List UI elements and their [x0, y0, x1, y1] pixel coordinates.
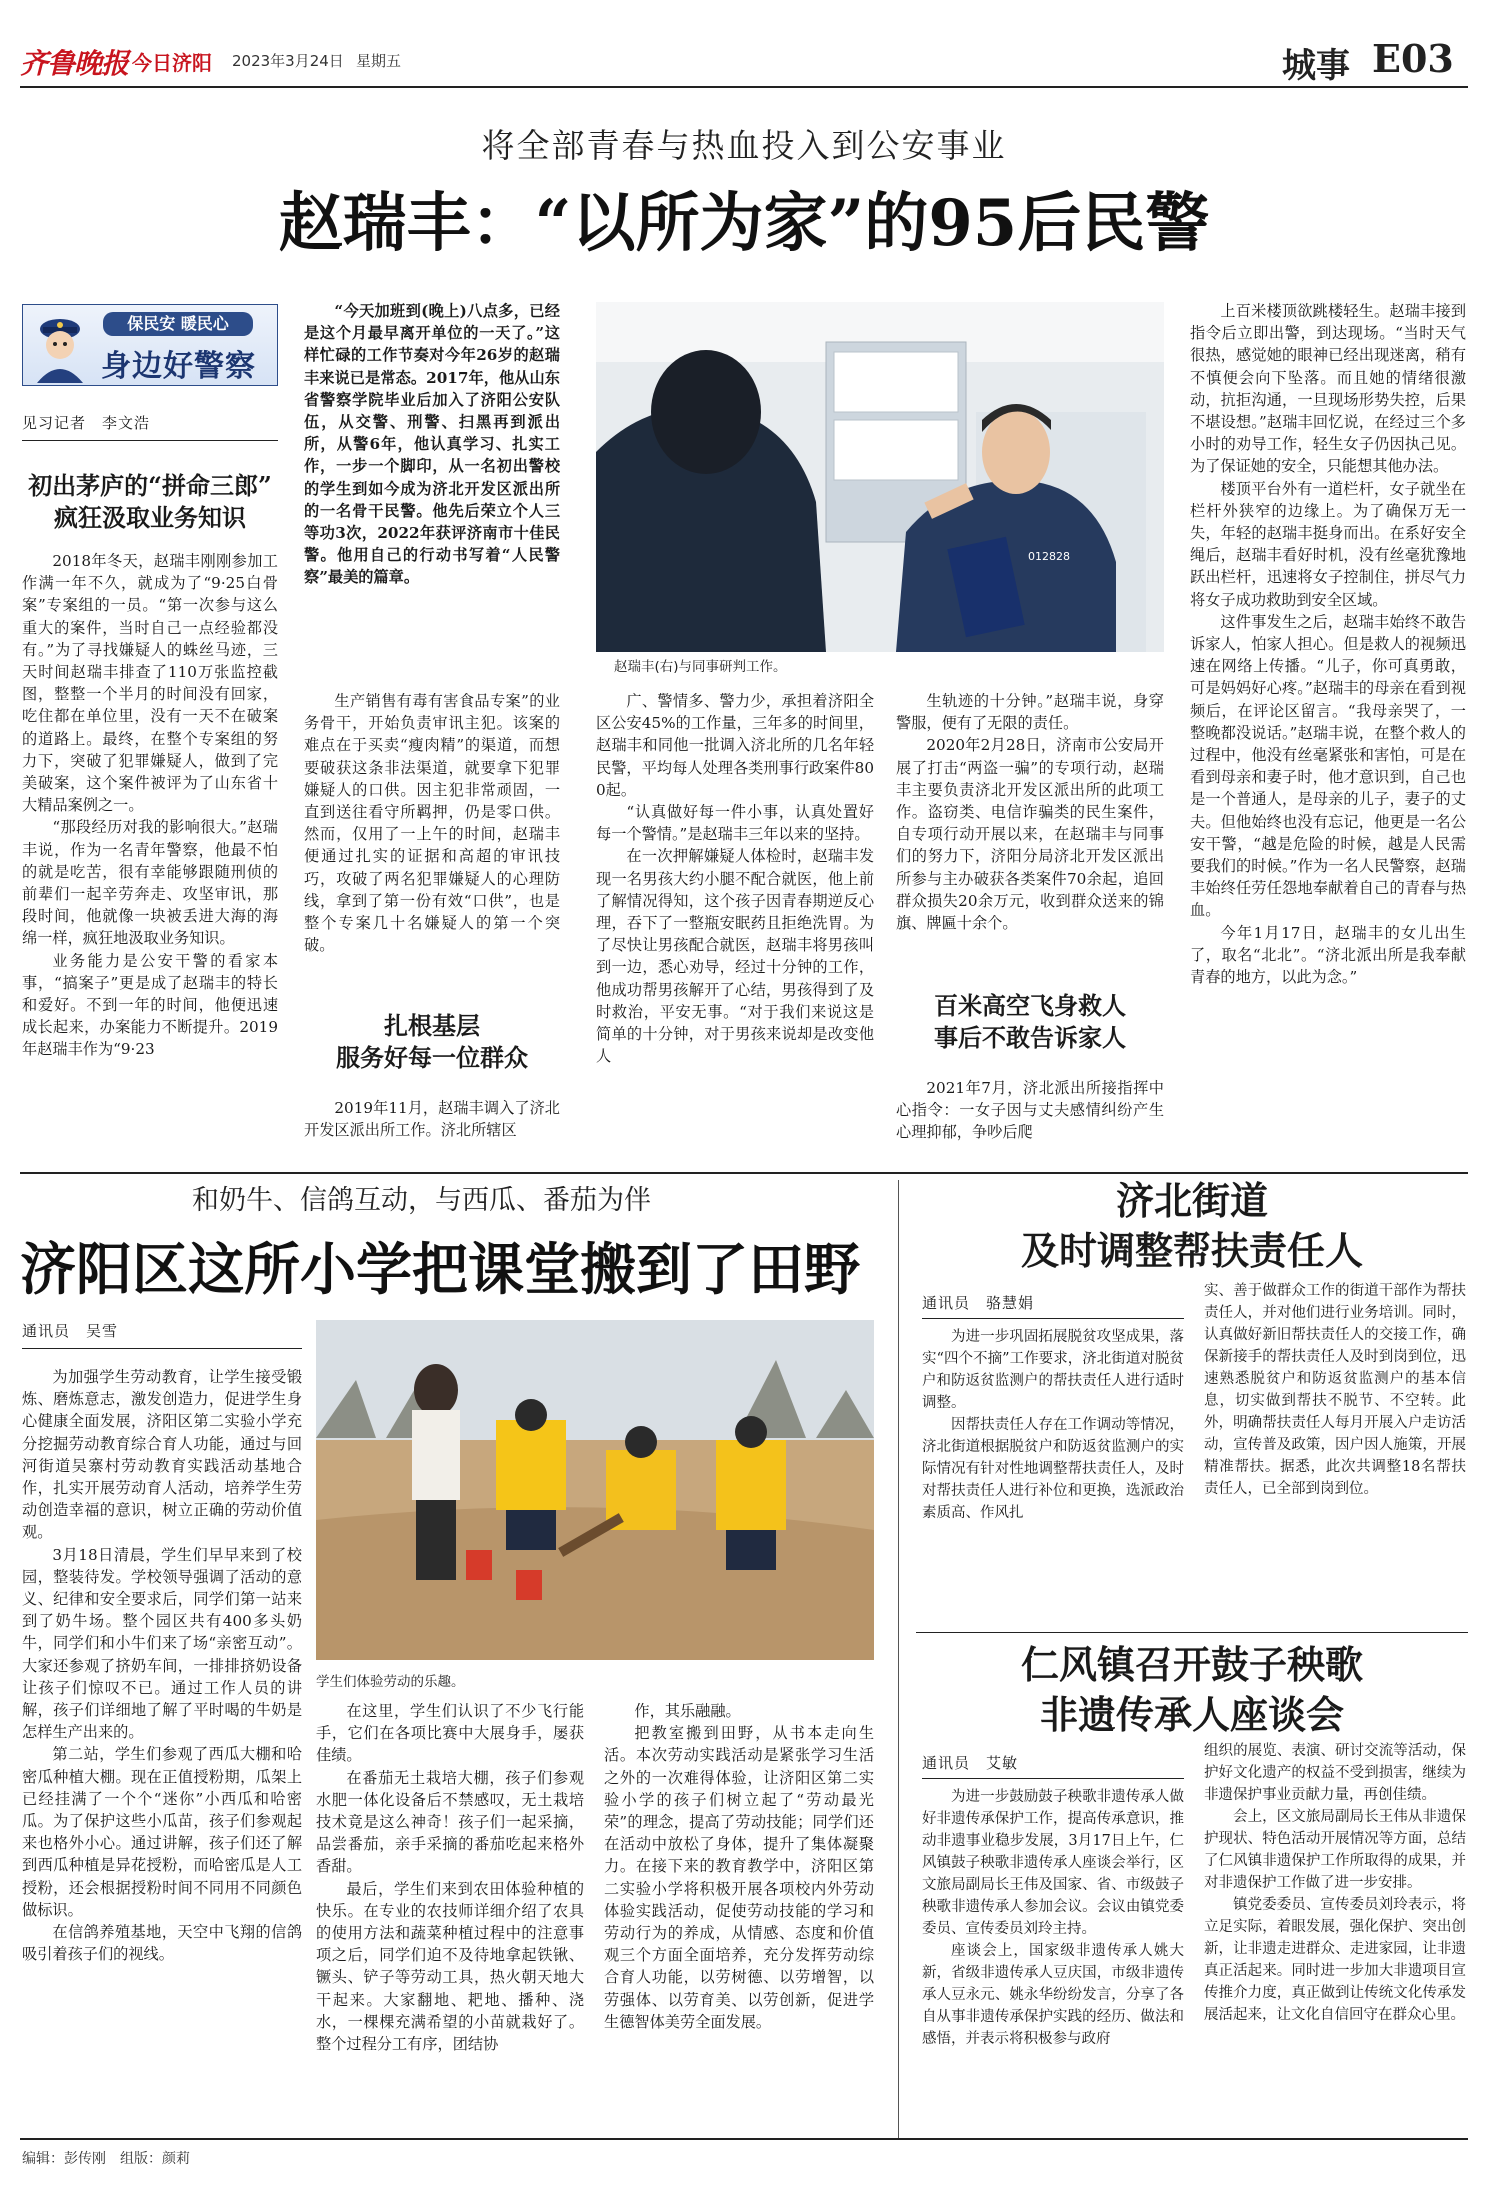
headline-line: 仁风镇召开鼓子秧歌 — [1020, 1642, 1363, 1687]
article2-photo-caption: 学生们体验劳动的乐趣。 — [316, 1674, 465, 1690]
article1-subhead-1 — [22, 470, 278, 534]
article1-col2-top — [304, 300, 560, 646]
article1-byline: 见习记者 李文浩 — [22, 414, 151, 432]
byline-rule — [922, 1318, 1184, 1319]
article1-col1 — [22, 550, 278, 1165]
headline-line: 济北街道 — [1115, 1178, 1268, 1223]
paragraph: 组织的展览、表演、研讨交流等活动，保护好文化遗产的权益不受到损害，继续为非遗保护事业贡献力量，再创佳绩。 — [1204, 1743, 1466, 1803]
page-section: 城事 — [1282, 46, 1350, 86]
article2-col1 — [22, 1366, 302, 2131]
article1-kicker: 将全部青春与热血投入到公安事业 — [481, 126, 1007, 165]
paragraph: “今天加班到(晚上)八点多，已经是这个月最早离开单位的一天了。”这样忙碌的工作节奏对今年26岁的赵瑞丰来说已是常态。2017年，他从山东省警察学院毕业后加入了济阳公安队伍，从交警、刑警、扫黑再到派出所，从警6年，他认真学习、扎实工作，一步一个脚印，从一名初出警校的学生到如今成为济北开发区派出所的一名骨干民警。他先后荣立个人三等功3次，2022年获评济南市十佳民警。他用自己的行动书写着“人民警察”最美的篇章。 — [304, 302, 560, 587]
paragraph: “认真做好每一件小事，认真处置好每一个警情。”是赵瑞丰三年以来的坚持。 — [596, 803, 874, 844]
column-divider — [898, 1180, 899, 2140]
paragraph: 最后，学生们来到农田体验种植的快乐。在专业的农技师详细介绍了农具的使用方法和蔬菜种植过程中的注意事项之后，同学们迫不及待地拿起铁锹、镢头、铲子等劳动工具，热火朝天地大干起来。大家翻地、耙地、播种、浇水，一棵棵充满希望的小苗就栽好了。整个过程分工有序，团结协 — [316, 1879, 584, 2054]
paragraph: 2019年11月，赵瑞丰调入了济北开发区派出所工作。济北所辖区 — [304, 1099, 560, 1140]
article2-col3 — [604, 1700, 874, 2131]
subhead-line: 初出茅庐的“拼命三郎” — [28, 471, 272, 500]
page-number: E03 — [1372, 36, 1454, 81]
subhead-line: 事后不敢告诉家人 — [934, 1023, 1126, 1052]
paragraph: 2018年冬天，赵瑞丰刚刚参加工作满一年不久，就成为了“9·25白骨案”专案组的一员。“第一次参与这么重大的案件，当时自己一点经验都没有。”为了寻找嫌疑人的蛛丝马迹，三天时间赵瑞丰排查了110万张监控截图，整整一个半月的时间没有回家，吃住都在单位里，没有一天不在破案的道路上。最终，在整个专案组的努力下，突破了犯罪嫌疑人，做到了完美破案，这个案件被评为了山东省十大精品案例之一。 — [22, 552, 278, 815]
paragraph: 生产销售有毒有害食品专案”的业务骨干，开始负责审讯主犯。该案的难点在于买卖“瘦肉精”的渠道，而想要破获这条非法渠道，就要拿下犯罪嫌疑人的口供。因主犯非常顽固，一直到送往看守所羁押，仍是零口供。然而，仅用了一上午的时间，赵瑞丰便通过扎实的证据和高超的审讯技巧，攻破了两名犯罪嫌疑人的心理防线，拿到了第一份有效“口供”，也是整个专案几十名嫌疑人的第一个突破。 — [304, 692, 560, 955]
badge-column-title: 身边好警察 — [101, 349, 256, 384]
byline-rule — [922, 1778, 1184, 1779]
paragraph: 作，其乐融融。 — [634, 1702, 741, 1720]
masthead-rule — [20, 86, 1468, 88]
officer-badge-number: 012828 — [1028, 550, 1070, 563]
article2-byline: 通讯员 吴雪 — [22, 1322, 119, 1340]
article3-byline: 通讯员 骆慧娟 — [922, 1294, 1035, 1312]
paragraph: 因帮扶责任人存在工作调动等情况，济北街道根据脱贫户和防返贫监测户的实际情况有针对性地调整帮扶责任人，及时对帮扶责任人进行补位和更换，选派政治素质高、作风扎 — [922, 1417, 1184, 1521]
paragraph: 会上，区文旅局副局长王伟从非遗保护现状、特色活动开展情况等方面，总结了仁风镇非遗保护工作所取得的成果，并对非遗保护工作做了进一步安排。 — [1204, 1809, 1466, 1891]
article1-col4 — [896, 690, 1164, 980]
paragraph: 在信鸽养殖基地，天空中飞翔的信鸽吸引着孩子们的视线。 — [22, 1923, 302, 1964]
issue-weekday: 星期五 — [356, 52, 402, 70]
paragraph: 业务能力是公安干警的看家本事，“搞案子”更是成了赵瑞丰的特长和爱好。不到一年的时间，他便迅速成长起来，办案能力不断提升。2019年赵瑞丰作为“9·23 — [22, 951, 278, 1059]
article4-col1 — [922, 1786, 1184, 2131]
paragraph: 这件事发生之后，赵瑞丰始终不敢告诉家人，怕家人担心。但是救人的视频迅速在网络上传播。“儿子，你可真勇敢，可是妈妈好心疼。”赵瑞丰的母亲在看到视频后，在评论区留言。“我母亲哭了，一整晚都没说话。”赵瑞丰说，在整个救人的过程中，他没有丝毫紧张和害怕，可是在看到母亲和妻子时，他才意识到，自己也是一个普通人，是母亲的儿子，妻子的丈夫。但他始终也没有忘记，他更是一名公安干警，“越是危险的时候，越是人民需要我们的时候。”作为一名人民警察，赵瑞丰始终任劳任怨地奉献着自己的青春与热血。 — [1190, 612, 1466, 920]
headline-line: 及时调整帮扶责任人 — [1020, 1228, 1363, 1273]
paragraph: 座谈会上，国家级非遗传承人姚大新，省级非遗传承人豆庆国，市级非遗传承人豆永元、姚永华纷纷发言，分享了各自从事非遗传承保护实践的经历、做法和感悟，并表示将积极参与政府 — [922, 1943, 1184, 2047]
subhead-line: 扎根基层 — [384, 1011, 480, 1040]
paragraph: 3月18日清晨，学生们早早来到了校园，整装待发。学校领导强调了活动的意义、纪律和安全要求后，同学们第一站来到了奶牛场。整个园区共有400多头奶牛，同学们和小牛们来了场“亲密互动”。大家还参观了挤奶车间，一排排挤奶设备让孩子们惊叹不已。通过工作人员的讲解，孩子们详细地了解了平时喝的牛奶是怎样生产出来的。 — [22, 1545, 302, 1742]
paragraph: 实、善于做群众工作的街道干部作为帮扶责任人，并对他们进行业务培训。同时，认真做好新旧帮扶责任人的交接工作，确保新接手的帮扶责任人及时到岗到位，迅速熟悉脱贫户和防返贫监测户的基本信息，切实做到帮扶不脱节、不空转。此外，明确帮扶责任人每月开展入户走访活动，宣传普及政策，因户因人施策，开展精准帮扶。据悉，此次共调整18名帮扶责任人，已全部到岗到位。 — [1204, 1283, 1466, 1497]
article1-col2 — [304, 690, 560, 1020]
article2-photo — [316, 1320, 874, 1660]
article1-bottom-rule — [20, 1172, 1468, 1174]
article1-col3 — [596, 690, 874, 1165]
subhead-line: 服务好每一位群众 — [336, 1043, 528, 1072]
byline-rule — [22, 1348, 302, 1349]
police-cartoon-icon — [31, 311, 89, 383]
headline-line: 非遗传承人座谈会 — [1039, 1692, 1344, 1737]
article1-headline: 赵瑞丰：“以所为家”的95后民警 — [278, 186, 1210, 261]
article1-col4-tail — [896, 1077, 1164, 1165]
article1-subhead-3 — [896, 990, 1164, 1054]
paragraph: 上百米楼顶欲跳楼轻生。赵瑞丰接到指令后立即出警，到达现场。“当时天气很热，感觉她的眼神已经出现迷离，稍有不慎便会向下坠落。而且她的情绪很激动，抗拒沟通，一旦现场形势失控，后果不堪设想。”赵瑞丰回忆说，在经过三个多小时的劝导工作，轻生女子仍因执己见。为了保证她的安全，只能想其他办法。 — [1190, 302, 1466, 476]
paragraph: 为加强学生劳动教育，让学生接受锻炼、磨炼意志，激发创造力，促进学生身心健康全面发展，济阳区第二实验小学充分挖掘劳动教育综合育人功能，通过与回河街道吴寨村劳动教育实践活动基地合作，扎实开展劳动育人活动，培养学生劳动创造幸福的意识，树立正确的劳动价值观。 — [22, 1368, 302, 1542]
article3-col1 — [922, 1326, 1184, 1626]
paragraph: 第二站，学生们参观了西瓜大棚和哈密瓜种植大棚。现在正值授粉期，瓜架上已经挂满了一个个“迷你”小西瓜和哈密瓜。为了保护这些小瓜苗，孩子们参观起来也格外小心。通过讲解，孩子们还了解到西瓜种植是异花授粉，而哈密瓜是人工授粉，还会根据授粉时间不同用不同颜色做标识。 — [22, 1745, 302, 1919]
paragraph: 2021年7月，济北派出所接指挥中心指令：一女子因与丈夫感情纠纷产生心理抑郁，争吵后爬 — [896, 1079, 1164, 1142]
paragraph: 为进一步鼓励鼓子秧歌非遗传承人做好非遗传承保护工作，提高传承意识，推动非遗事业稳步发展，3月17日上午，仁风镇鼓子秧歌非遗传承人座谈会举行，区文旅局副局长王伟及国家、省、市级鼓子秧歌非遗传承人参加会议。会议由镇党委委员、宣传委员刘玲主持。 — [922, 1789, 1184, 1937]
paragraph: 今年1月17日，赵瑞丰的女儿出生了，取名“北北”。“济北派出所是我奉献青春的地方，以此为念。” — [1190, 923, 1466, 987]
paragraph: 生轨迹的十分钟。”赵瑞丰说，身穿警服，便有了无限的责任。 — [896, 692, 1164, 733]
article1-subhead-2 — [304, 1010, 560, 1074]
article1-col5 — [1190, 300, 1466, 1165]
footer-rule — [20, 2138, 1468, 2140]
article1-col2-tail — [304, 1097, 560, 1163]
paper-logo: 齐鲁晚报 — [20, 47, 129, 80]
paragraph: 在一次押解嫌疑人体检时，赵瑞丰发现一名男孩大约小腿不配合就医，他上前了解情况得知，这个孩子因青春期逆反心理，吞下了一整瓶安眠药且拒绝洗胃。为了尽快让男孩配合就医，赵瑞丰将男孩叫到一边，悉心劝导，经过十分钟的工作，他成功帮男孩解开了心结，男孩得到了及时救治，平安无事。“对于我们来说这是简单的十分钟，对于男孩来说却是改变他人 — [596, 847, 874, 1066]
issue-date: 2023年3月24日 — [232, 52, 344, 70]
subhead-line: 疯狂汲取业务知识 — [54, 503, 246, 532]
article1-photo — [596, 302, 1164, 652]
article3-col2 — [1204, 1280, 1466, 1625]
paragraph: 2020年2月28日，济南市公安局开展了打击“两盗一骗”的专项行动，赵瑞丰主要负责济北开发区派出所的此项工作。盗窃类、电信诈骗类的民生案件，自专项行动开展以来，在赵瑞丰与同事们的努力下，济阳分局济北开发区派出所参与主办破获各类案件70余起，追回群众损失20余万元，收到群众送来的锦旗、牌匾十余个。 — [896, 736, 1164, 933]
article3-bottom-rule — [916, 1632, 1468, 1633]
section-name: 今日济阳 — [132, 51, 212, 75]
article2-headline: 济阳区这所小学把课堂搬到了田野 — [20, 1237, 860, 1303]
byline-rule — [22, 440, 278, 441]
paragraph: 镇党委委员、宣传委员刘玲表示，将立足实际，着眼发展，强化保护、突出创新，让非遗走进群众、走进家园，让非遗真正活起来。同时进一步加大非遗项目宣传推介力度，真正做到让传统文化传承发展活起来，让文化自信回守在群众心里。 — [1204, 1897, 1466, 2023]
paragraph: 在这里，学生们认识了不少飞行能手，它们在各项比赛中大展身手，屡获佳绩。 — [316, 1702, 584, 1765]
article4-headline — [916, 1640, 1468, 1740]
article2-kicker: 和奶牛、信鸽互动，与西瓜、番茄为伴 — [192, 1185, 651, 1216]
paragraph: 为进一步巩固拓展脱贫攻坚成果，落实“四个不摘”工作要求，济北街道对脱贫户和防返贫监测户的帮扶责任人进行适时调整。 — [922, 1329, 1184, 1411]
article4-col2 — [1204, 1740, 1466, 2131]
article4-byline: 通讯员 艾敏 — [922, 1754, 1019, 1772]
badge-slogan: 保民安 暖民心 — [103, 312, 253, 336]
police-badge-banner — [22, 304, 278, 386]
article1-photo-caption: 赵瑞丰(右)与同事研判工作。 — [614, 659, 787, 675]
masthead — [0, 0, 1488, 100]
paragraph: 广、警情多、警力少，承担着济阳全区公安45%的工作量，三年多的时间里，赵瑞丰和同他一批调入济北所的几名年轻民警，平均每人处理各类刑事行政案件800起。 — [596, 692, 874, 799]
paragraph: 把教室搬到田野，从书本走向生活。本次劳动实践活动是紧张学习生活之外的一次难得体验，让济阳区第二实验小学的孩子们树立起了“劳动最光荣”的理念，提高了劳动技能；同学们还在活动中放松了身体，提升了集体凝聚力。在接下来的教育教学中，济阳区第二实验小学将积极开展各项校内外劳动体验实践活动，促使劳动技能的学习和劳动行为的养成，从情感、态度和价值观三个方面全面培养，充分发挥劳动综合育人功能，以劳树德、以劳增智，以劳强体、以劳育美、以劳创新，促进学生德智体美劳全面发展。 — [604, 1724, 874, 2031]
footer-credits: 编辑：彭传刚 组版：颜莉 — [22, 2151, 190, 2167]
article2-col2 — [316, 1700, 584, 2131]
paragraph: “那段经历对我的影响很大。”赵瑞丰说，作为一名青年警察，他最不怕的就是吃苦，很有幸能够跟随刑侦的前辈们一起辛劳奔走、攻坚审讯，那段时间，他就像一块被丢进大海的海绵一样，疯狂地汲取业务知识。 — [22, 818, 278, 948]
paragraph: 楼顶平台外有一道栏杆，女子就坐在栏杆外狭窄的边缘上。为了确保万无一失，年轻的赵瑞丰挺身而出。在系好安全绳后，赵瑞丰看好时机，没有丝毫犹豫地跃出栏杆，迅速将女子控制住，拼尽气力将女子成功救助到安全区域。 — [1190, 479, 1466, 609]
article3-headline — [916, 1176, 1468, 1276]
subhead-line: 百米高空飞身救人 — [934, 991, 1126, 1020]
paragraph: 在番茄无土栽培大棚，孩子们参观水肥一体化设备后不禁感叹，无土栽培技术竟是这么神奇！孩子们一起采摘，品尝番茄，亲手采摘的番茄吃起来格外香甜。 — [316, 1768, 584, 1876]
